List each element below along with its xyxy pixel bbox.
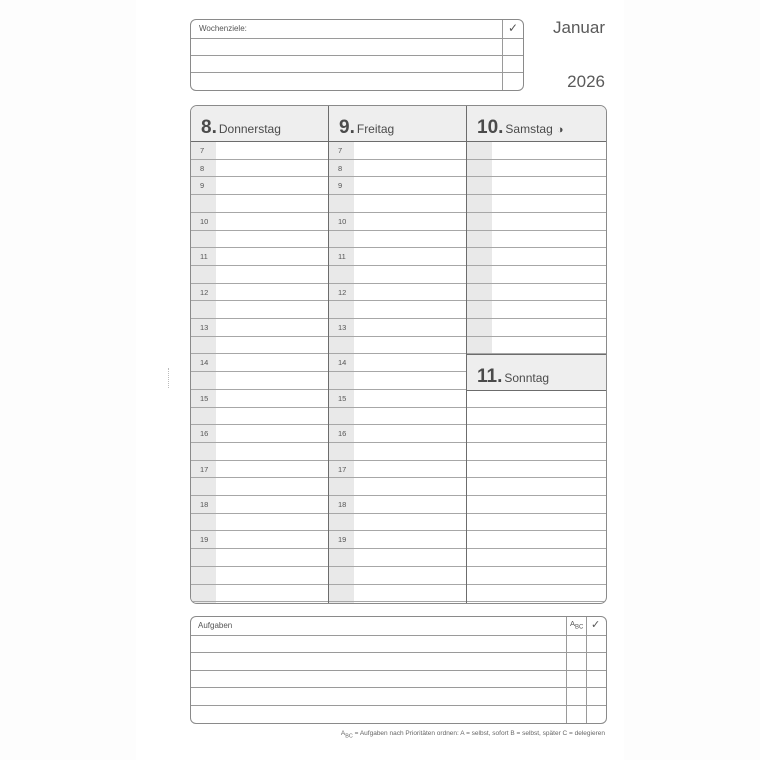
day-header-saturday: [467, 106, 606, 141]
time-line: [467, 212, 606, 213]
hour-label-friday: 19: [338, 535, 347, 544]
goal-line[interactable]: [191, 72, 523, 73]
hour-label-friday: 14: [338, 358, 347, 367]
time-line: [191, 548, 328, 549]
weekly-goals-header: [191, 20, 523, 39]
time-line: [467, 407, 606, 408]
priority-abc-icon: $A_{BC}$: [570, 619, 584, 631]
day-name: Samstag: [505, 122, 553, 136]
day-number: 9.: [339, 117, 355, 138]
hour-label-friday: 12: [338, 288, 347, 297]
tasks-box: [190, 616, 607, 724]
day-number: 10.: [477, 117, 504, 138]
time-line: [467, 283, 606, 284]
day-name: Freitag: [356, 122, 395, 136]
time-line: [329, 300, 466, 301]
time-line: [191, 477, 328, 478]
time-line: [191, 442, 328, 443]
day-divider: [467, 354, 606, 355]
sunday-header-divider: [467, 390, 606, 391]
time-line: [329, 407, 466, 408]
time-line: [191, 584, 328, 585]
time-line: [467, 513, 606, 514]
time-line: [467, 424, 606, 425]
time-line: [467, 194, 606, 195]
weekly-goals-label: Wochenziele:: [199, 24, 247, 33]
time-line: [191, 495, 328, 496]
time-line: [329, 247, 466, 248]
time-line: [467, 477, 606, 478]
time-line: [191, 601, 328, 602]
time-line: [467, 300, 606, 301]
time-line: [191, 212, 328, 213]
time-line: [191, 513, 328, 514]
time-line: [329, 194, 466, 195]
time-line: [467, 247, 606, 248]
time-line: [191, 247, 328, 248]
time-line: [329, 230, 466, 231]
time-line: [191, 265, 328, 266]
hour-label-thursday: 17: [200, 465, 209, 474]
hour-label-friday: 10: [338, 217, 347, 226]
time-line: [191, 194, 328, 195]
day-name: Sonntag: [504, 371, 550, 385]
time-line: [329, 477, 466, 478]
task-line[interactable]: [191, 705, 606, 706]
hour-label-thursday: 15: [200, 394, 209, 403]
time-line: [329, 353, 466, 354]
day-header-friday: [329, 106, 466, 141]
time-line: [467, 318, 606, 319]
hour-label-thursday: 10: [200, 217, 209, 226]
hour-label-friday: 18: [338, 500, 347, 509]
checkmark-icon: ✓: [507, 21, 518, 35]
weekly-goals-box: [190, 19, 524, 91]
time-line: [191, 566, 328, 567]
time-line: [467, 460, 606, 461]
task-line[interactable]: [191, 652, 606, 653]
time-line: [191, 300, 328, 301]
hour-label-thursday: 9: [200, 181, 205, 190]
time-line: [467, 442, 606, 443]
time-line: [329, 176, 466, 177]
checkmark-icon: ✓: [591, 619, 601, 631]
time-line: [329, 424, 466, 425]
hour-label-thursday: 19: [200, 535, 209, 544]
time-line: [467, 230, 606, 231]
time-line: [329, 548, 466, 549]
time-line: [191, 230, 328, 231]
time-line: [191, 530, 328, 531]
time-line: [191, 283, 328, 284]
time-line: [329, 495, 466, 496]
hour-label-friday: 13: [338, 323, 347, 332]
task-line[interactable]: [191, 635, 606, 636]
hour-label-thursday: 16: [200, 429, 209, 438]
time-line: [467, 584, 606, 585]
day-name: Donnerstag: [218, 122, 281, 136]
time-line: [191, 159, 328, 160]
perforation-mark: [168, 368, 171, 388]
time-line: [191, 176, 328, 177]
time-line: [191, 371, 328, 372]
time-line: [329, 513, 466, 514]
hour-label-friday: 11: [338, 252, 346, 261]
hour-label-friday: 17: [338, 465, 347, 474]
day-number: 11.: [477, 366, 503, 387]
time-line: [329, 212, 466, 213]
time-line: [191, 389, 328, 390]
time-line: [329, 159, 466, 160]
hour-label-thursday: 11: [200, 252, 208, 261]
hour-label-friday: 15: [338, 394, 347, 403]
hour-label-friday: 7: [338, 146, 343, 155]
time-line: [191, 407, 328, 408]
time-line: [329, 371, 466, 372]
time-line: [467, 176, 606, 177]
day-grid: [190, 105, 607, 604]
hour-label-thursday: 8: [200, 164, 205, 173]
time-line: [191, 336, 328, 337]
time-line: [329, 389, 466, 390]
time-line: [191, 353, 328, 354]
time-line: [329, 460, 466, 461]
time-line: [329, 584, 466, 585]
time-line: [467, 530, 606, 531]
hour-label-friday: 9: [338, 181, 343, 190]
time-line: [329, 566, 466, 567]
half-moon-icon: ◑: [556, 124, 564, 136]
time-line: [467, 566, 606, 567]
hour-label-friday: 16: [338, 429, 347, 438]
time-line: [329, 265, 466, 266]
day-header-thursday: [191, 106, 328, 141]
time-line: [329, 336, 466, 337]
priority-footnote: $A_{BC}$ = Aufgaben nach Prioritäten ordnen: A = selbst, sofort B = selbst, später C = delegieren: [340, 730, 605, 740]
hour-label-thursday: 14: [200, 358, 209, 367]
time-line: [329, 530, 466, 531]
column-divider: [328, 106, 329, 603]
hour-label-thursday: 12: [200, 288, 209, 297]
hour-strip-friday: [329, 141, 354, 603]
hour-label-thursday: 18: [200, 500, 209, 509]
day-header-sunday: [467, 354, 606, 390]
year-title: 2026: [567, 72, 605, 91]
time-line: [329, 318, 466, 319]
time-line: [329, 283, 466, 284]
goal-line[interactable]: [191, 55, 523, 56]
time-line: [329, 601, 466, 602]
time-line: [191, 460, 328, 461]
hour-label-thursday: 7: [200, 146, 205, 155]
time-line: [467, 336, 606, 337]
header-divider: [191, 141, 606, 142]
day-number: 8.: [201, 117, 217, 138]
month-title: Januar: [553, 18, 605, 37]
time-line: [467, 265, 606, 266]
time-line: [329, 442, 466, 443]
task-line[interactable]: [191, 687, 606, 688]
time-line: [467, 495, 606, 496]
time-line: [191, 318, 328, 319]
time-line: [467, 601, 606, 602]
time-line: [467, 548, 606, 549]
hour-strip-thursday: [191, 141, 216, 603]
hour-label-friday: 8: [338, 164, 343, 173]
hour-label-thursday: 13: [200, 323, 209, 332]
task-line[interactable]: [191, 670, 606, 671]
time-line: [191, 424, 328, 425]
tasks-label: Aufgaben: [198, 621, 233, 630]
time-line: [467, 159, 606, 160]
